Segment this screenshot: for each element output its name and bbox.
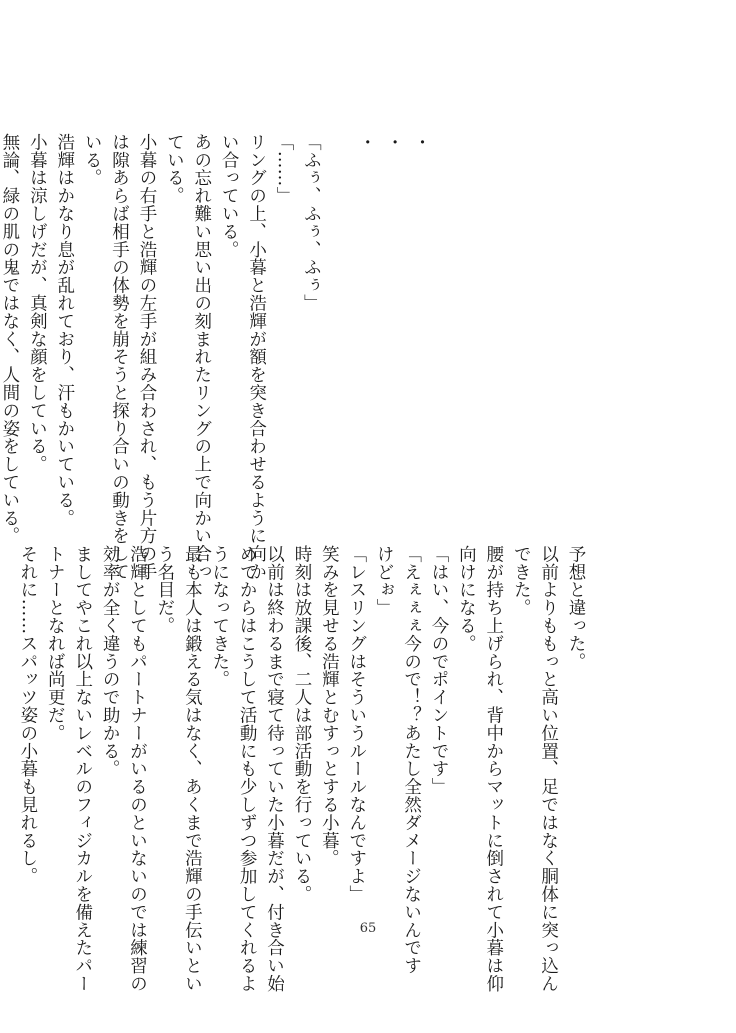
text-line: いる。 xyxy=(82,133,103,187)
text-line: ましてやこれ以上ないレベルのフィジカルを備えたパー xyxy=(72,545,93,993)
text-line: 最も本人は鍛える気はなく、あくまで浩輝の手伝いとい xyxy=(182,545,203,993)
text-line: 「はい、今のでポイントです」 xyxy=(428,545,449,796)
text-line: リングの上、小暮と浩輝が額を突き合わせるように向か xyxy=(246,133,267,581)
text-line: 小暮は涼しげだが、真剣な顔をしている。 xyxy=(27,133,48,474)
text-line: 浩輝としてもパートナーがいるのといないのでは練習の xyxy=(127,545,148,993)
text-line: ている。 xyxy=(164,133,185,205)
text-line: 以前は終わるまで寝て待っていた小暮だが、付き合い始 xyxy=(264,545,285,993)
text-line: 小暮の右手と浩輝の左手が組み合わされ、もう片方の手 xyxy=(136,133,157,581)
text-line: 腰が持ち上げられ、背中からマットに倒されて小暮は仰 xyxy=(483,545,504,993)
text-line: ・ xyxy=(411,133,431,151)
text-line: うになってきた。 xyxy=(209,545,230,689)
text-line: 予想と違った。 xyxy=(566,545,586,671)
page-number: 65 xyxy=(359,921,377,936)
text-line: 浩輝はかなり息が乱れており、汗もかいている。 xyxy=(54,133,75,527)
text-line: ・ xyxy=(383,133,404,151)
text-line: トナーとなれば尚更だ。 xyxy=(45,545,66,742)
bottom-text-column-block xyxy=(13,545,589,993)
text-line: めてからはこうして活動にも少しずつ参加してくれるよ xyxy=(237,545,258,993)
text-line: 向けになる。 xyxy=(456,545,477,653)
text-line: 無論、緑の肌の鬼ではなく、人間の姿をしている。 xyxy=(0,133,20,545)
text-line: い合っている。 xyxy=(219,133,240,259)
text-line: あの忘れ難い思い出の刻まれたリングの上で向かい合っ xyxy=(191,133,212,581)
text-line: 「ふぅ、ふぅ、ふぅ」 xyxy=(301,133,322,312)
text-line: けどぉ」 xyxy=(374,545,395,617)
text-line: う名目だ。 xyxy=(154,545,175,635)
text-line: 「えぇぇぇ今ので！？あたし全然ダメージないんです xyxy=(401,545,422,975)
text-line: は隙あらば相手の体勢を崩そうと探り合いの動きをして xyxy=(109,133,130,581)
text-line: 時刻は放課後、二人は部活動を行っている。 xyxy=(291,545,312,903)
text-line: ・ xyxy=(356,133,377,151)
text-line: できた。 xyxy=(511,545,532,617)
text-line: 「レスリングはそういうルールなんですよ」 xyxy=(346,545,367,903)
text-line: 「……」 xyxy=(273,133,294,205)
text-line: 笑みを見せる浩輝とむすっとする小暮。 xyxy=(319,545,340,868)
blank-line xyxy=(324,133,351,543)
text-line: 効率が全く違うので助かる。 xyxy=(100,545,121,778)
text-line: それに……スパッツ姿の小暮も見れるし。 xyxy=(17,545,38,886)
text-line: 以前よりももっと高い位置、足ではなく胴体に突っ込ん xyxy=(538,545,559,993)
